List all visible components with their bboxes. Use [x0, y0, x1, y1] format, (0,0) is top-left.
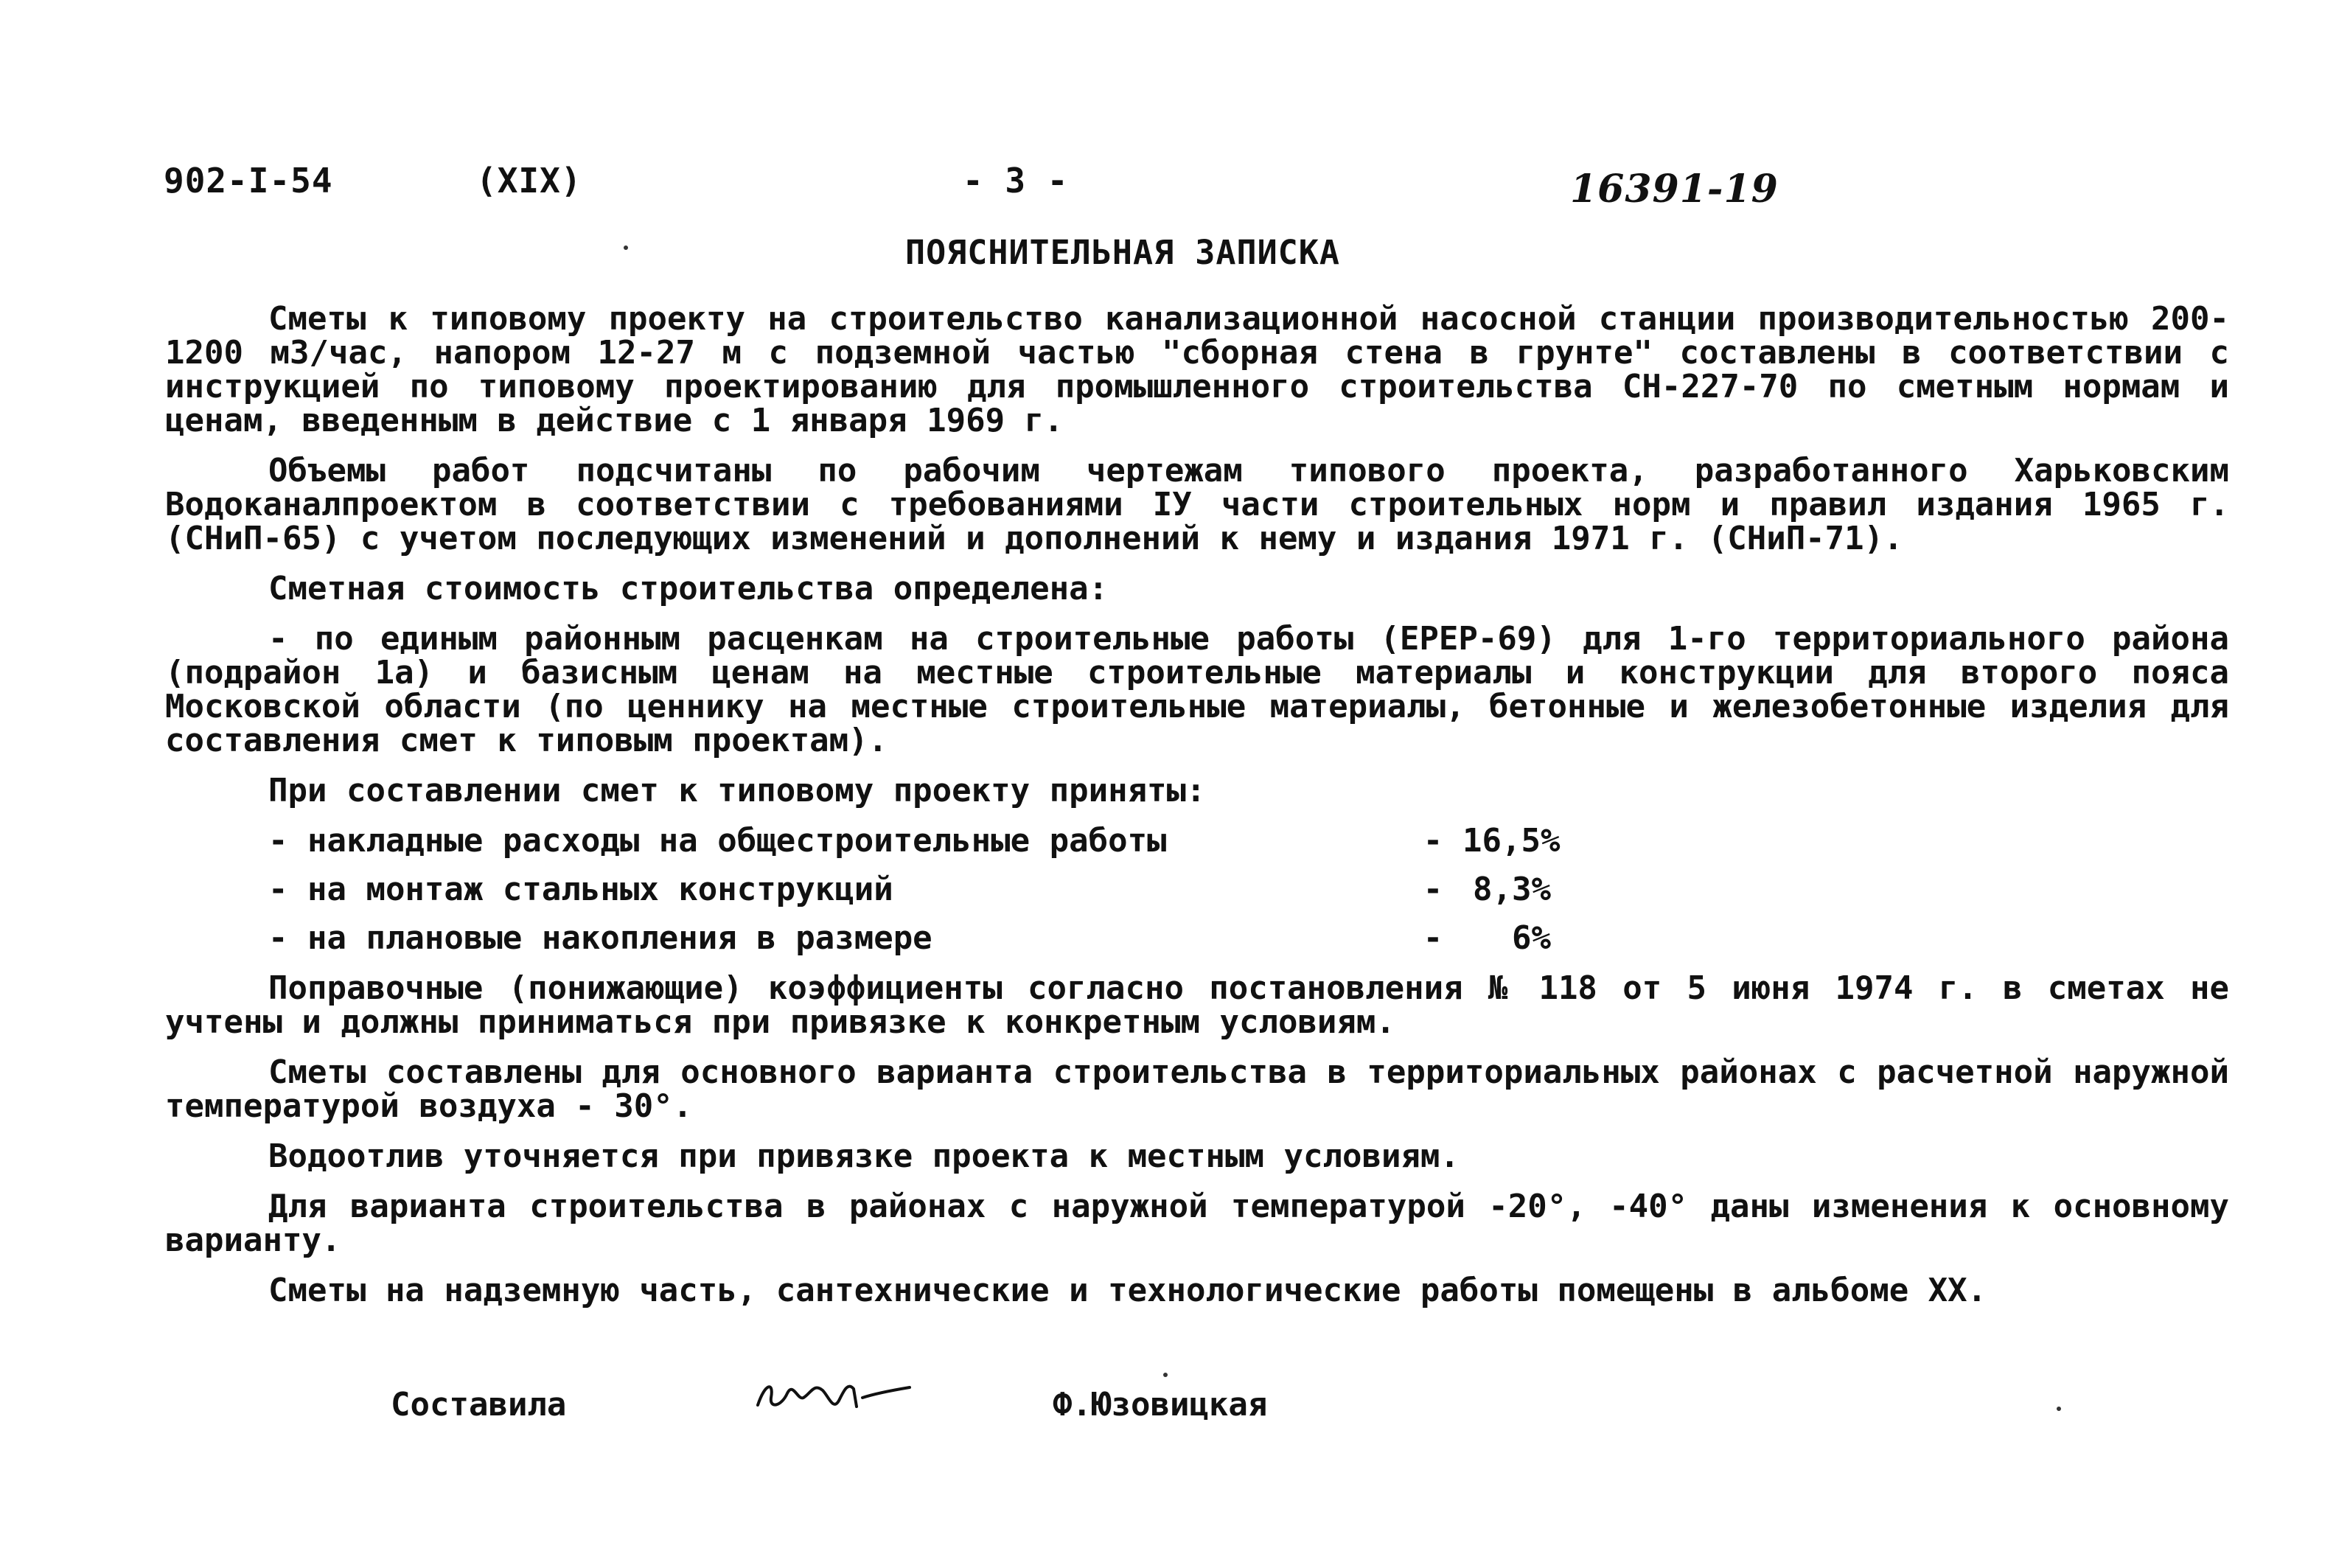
signer-name: Ф.Юзовицкая [1053, 1386, 1268, 1424]
paragraph-5: При составлении смет к типовому проекту приняты: [268, 772, 1206, 809]
paragraph-1: Сметы к типовому проекту на строительство канализационной насосной станции производительностью 200-1200 м3/час, напором 12-27 м с подземной частью "сборная стена в грунте" составлены в соответствии с инструкцией по типовому проектированию для промышленного строительства СН-227-70 по сметным нормам и ценам, введенным в действие с 1 января 1969 г. [165, 300, 2229, 439]
rate-label: - накладные расходы на общестроительные работы [268, 822, 1167, 860]
rate-label: - на плановые накопления в размере [268, 919, 932, 957]
rate-value: 16,5% [1462, 822, 1561, 860]
signature-label: Составила [391, 1386, 567, 1424]
paragraph-9: Для варианта строительства в районах с наружной температурой -20°, -40° даны изменения к основному варианту. [165, 1188, 2229, 1259]
rate-value: 8,3% [1473, 871, 1551, 908]
section-number: (XIX) [476, 161, 582, 201]
paragraph-10: Сметы на надземную часть, сантехнические и технологические работы помещены в альбоме XX. [268, 1272, 1987, 1309]
rate-value: 6% [1512, 919, 1551, 957]
rate-item [268, 873, 1551, 907]
paragraph-7: Сметы составлены для основного варианта строительства в территориальных районах с расчетной наружной температурой воздуха - 30°. [165, 1053, 2229, 1125]
ink-speck [2057, 1407, 2061, 1411]
rate-dash: - [1423, 919, 1443, 957]
ink-speck [1163, 1373, 1168, 1377]
ink-speck [624, 245, 628, 250]
paragraph-3: Сметная стоимость строительства определена: [268, 570, 1109, 607]
page-number: - 3 - [963, 161, 1069, 201]
page-title: ПОЯСНИТЕЛЬНАЯ ЗАПИСКА [905, 233, 1340, 272]
rate-label: - на монтаж стальных конструкций [268, 871, 893, 908]
inventory-number: 16391-19 [1570, 167, 1779, 212]
rate-item [268, 921, 1551, 955]
rate-dash: - [1423, 822, 1443, 860]
handwritten-signature [752, 1368, 914, 1420]
rates-list [268, 822, 1561, 957]
rate-item [268, 822, 1561, 860]
paragraph-6: Поправочные (понижающие) коэффициенты согласно постановления № 118 от 5 июня 1974 г. в сметах не учтены и должны приниматься при привязке к конкретным условиям. [165, 969, 2229, 1041]
paragraph-4: - по единым районным расценкам на строительные работы (ЕРЕР-69) для 1-го территориального района (подрайон 1а) и базисным ценам на местные строительные материалы и конструкции для второго пояса Московской области (по ценнику на местные строительные материалы, бетонные и железобетонные изделия для составления смет к типовым проектам). [165, 620, 2229, 759]
rate-dash: - [1423, 871, 1443, 908]
document-body [165, 302, 2229, 1324]
doc-code: 902-I-54 [164, 161, 333, 201]
paragraph-8: Водоотлив уточняется при привязке проекта к местным условиям. [268, 1137, 1460, 1175]
paragraph-2: Объемы работ подсчитаны по рабочим чертежам типового проекта, разработанного Харьковским Водоканалпроектом в соответствии с требованиями IУ части строительных норм и правил издания 1965 г. (СНиП-65) с учетом последующих изменений и дополнений к нему и издания 1971 г. (СНиП-71). [165, 452, 2229, 557]
